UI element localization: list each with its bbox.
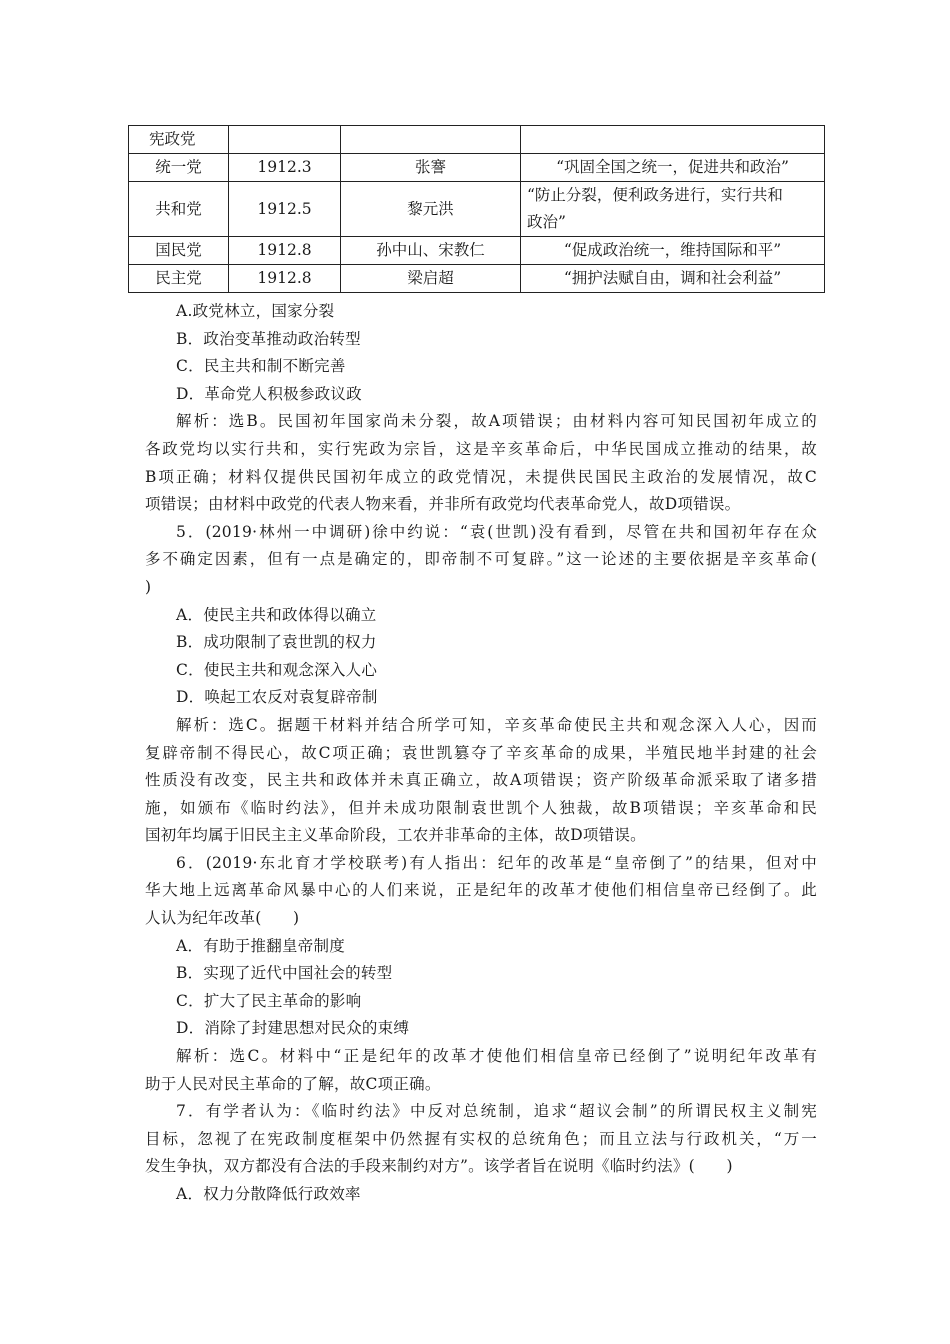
analysis-line: 性质没有改变，民主共和政体并未真正确立，故A项错误；资产阶级革命派采取了诸多措 <box>145 771 817 790</box>
party-slogan: “拥护法赋自由，调和社会利益” <box>521 265 825 293</box>
party-date <box>229 126 341 154</box>
table-row <box>129 265 825 293</box>
analysis-line: 复辟帝制不得民心，故C项正确；袁世凯篡夺了辛亥革命的成果，半殖民地半封建的社会 <box>145 743 817 762</box>
question-line: ) <box>145 577 152 596</box>
party-name: 国民党 <box>129 237 229 265</box>
party-leader: 张謇 <box>341 154 521 182</box>
party-slogan <box>521 182 825 237</box>
option-line: A.政党林立，国家分裂 <box>176 302 335 320</box>
analysis-line: 国初年均属于旧民主主义革命阶段，工农并非革命的主体，故D项错误。 <box>145 826 646 845</box>
analysis-line: 各政党均以实行共和，实行宪政为宗旨，这是辛亥革命后，中华民国成立推动的结果，故 <box>145 439 817 458</box>
option-line: B．实现了近代中国社会的转型 <box>176 964 393 983</box>
option-line: A．使民主共和政体得以确立 <box>176 605 377 624</box>
analysis-line: 施，如颁布《临时约法》，但并未成功限制袁世凯个人独裁，故B项错误；辛亥革命和民 <box>145 798 817 817</box>
analysis-line: 项错误；由材料中政党的代表人物来看，并非所有政党均代表革命党人，故D项错误。 <box>145 495 741 514</box>
option-line: B．政治变革推动政治转型 <box>176 329 361 348</box>
party-name: 共和党 <box>129 182 229 237</box>
option-line: D．革命党人积极参政议政 <box>176 384 362 403</box>
party-leader: 孙中山、宋教仁 <box>341 237 521 265</box>
question-line: 5．(2019·林州一中调研)徐中约说：“袁(世凯)没有看到，尽管在共和国初年存在众 <box>176 522 817 541</box>
party-slogan-line: 政治” <box>527 213 566 231</box>
party-slogan <box>521 126 825 154</box>
question-line: 发生争执，双方都没有合法的手段来制约对方”。该学者旨在说明《临时约法》( ) <box>145 1157 733 1176</box>
question-line: 目标，忽视了在宪政制度框架中仍然握有实权的总统角色；而且立法与行政机关，“万一 <box>145 1129 817 1148</box>
party-slogan-line: “防止分裂，便利政务进行，实行共和 <box>527 186 783 204</box>
analysis-line: 解析：选B。民国初年国家尚未分裂，故A项错误；由材料内容可知民国初年成立的 <box>176 412 817 431</box>
table-row <box>129 182 825 237</box>
analysis-line: B项正确；材料仅提供民国初年成立的政党情况，未提供民国民主政治的发展情况，故C <box>145 467 817 486</box>
option-line: D．消除了封建思想对民众的束缚 <box>176 1019 410 1038</box>
analysis-line: 助于人民对民主革命的了解，故C项正确。 <box>145 1074 441 1093</box>
party-leader: 黎元洪 <box>341 182 521 237</box>
party-name: 民主党 <box>129 265 229 293</box>
question-line: 7．有学者认为：《临时约法》中反对总统制，追求“超议会制”的所谓民权主义制宪 <box>176 1102 817 1121</box>
question-body <box>145 298 817 1209</box>
table-row <box>129 154 825 182</box>
option-line: A．权力分散降低行政效率 <box>176 1185 361 1203</box>
option-line: C．使民主共和观念深入人心 <box>176 660 378 679</box>
party-date: 1912.3 <box>229 154 341 182</box>
table-row <box>129 237 825 265</box>
party-date: 1912.8 <box>229 265 341 293</box>
table-row <box>129 126 825 154</box>
party-name: 统一党 <box>129 154 229 182</box>
option-line: C．扩大了民主革命的影响 <box>176 991 362 1010</box>
party-leader: 梁启超 <box>341 265 521 293</box>
party-slogan: “巩固全国之统一，促进共和政治” <box>521 154 825 182</box>
party-slogan: “促成政治统一，维持国际和平” <box>521 237 825 265</box>
option-line: C．民主共和制不断完善 <box>176 357 346 376</box>
question-line: 人认为纪年改革( ) <box>145 909 300 928</box>
party-date: 1912.5 <box>229 182 341 237</box>
option-line: D．唤起工农反对袁复辟帝制 <box>176 688 378 707</box>
party-leader <box>341 126 521 154</box>
question-line: 多不确定因素，但有一点是确定的，即帝制不可复辟。”这一论述的主要依据是辛亥革命( <box>145 550 817 569</box>
option-line: A．有助于推翻皇帝制度 <box>176 936 345 955</box>
question-line: 6．(2019·东北育才学校联考)有人指出：纪年的改革是“皇帝倒了”的结果，但对中 <box>176 853 817 872</box>
analysis-line: 解析：选C。据题干材料并结合所学可知，辛亥革命使民主共和观念深入人心，因而 <box>176 715 817 734</box>
analysis-line: 解析：选C。材料中“正是纪年的改革才使他们相信皇帝已经倒了”说明纪年改革有 <box>176 1047 817 1066</box>
party-name: 宪政党 <box>129 126 229 154</box>
party-date: 1912.8 <box>229 237 341 265</box>
option-line: B．成功限制了袁世凯的权力 <box>176 633 377 652</box>
party-table <box>128 125 825 293</box>
question-line: 华大地上远离革命风暴中心的人们来说，正是纪年的改革才使他们相信皇帝已经倒了。此 <box>145 881 817 900</box>
